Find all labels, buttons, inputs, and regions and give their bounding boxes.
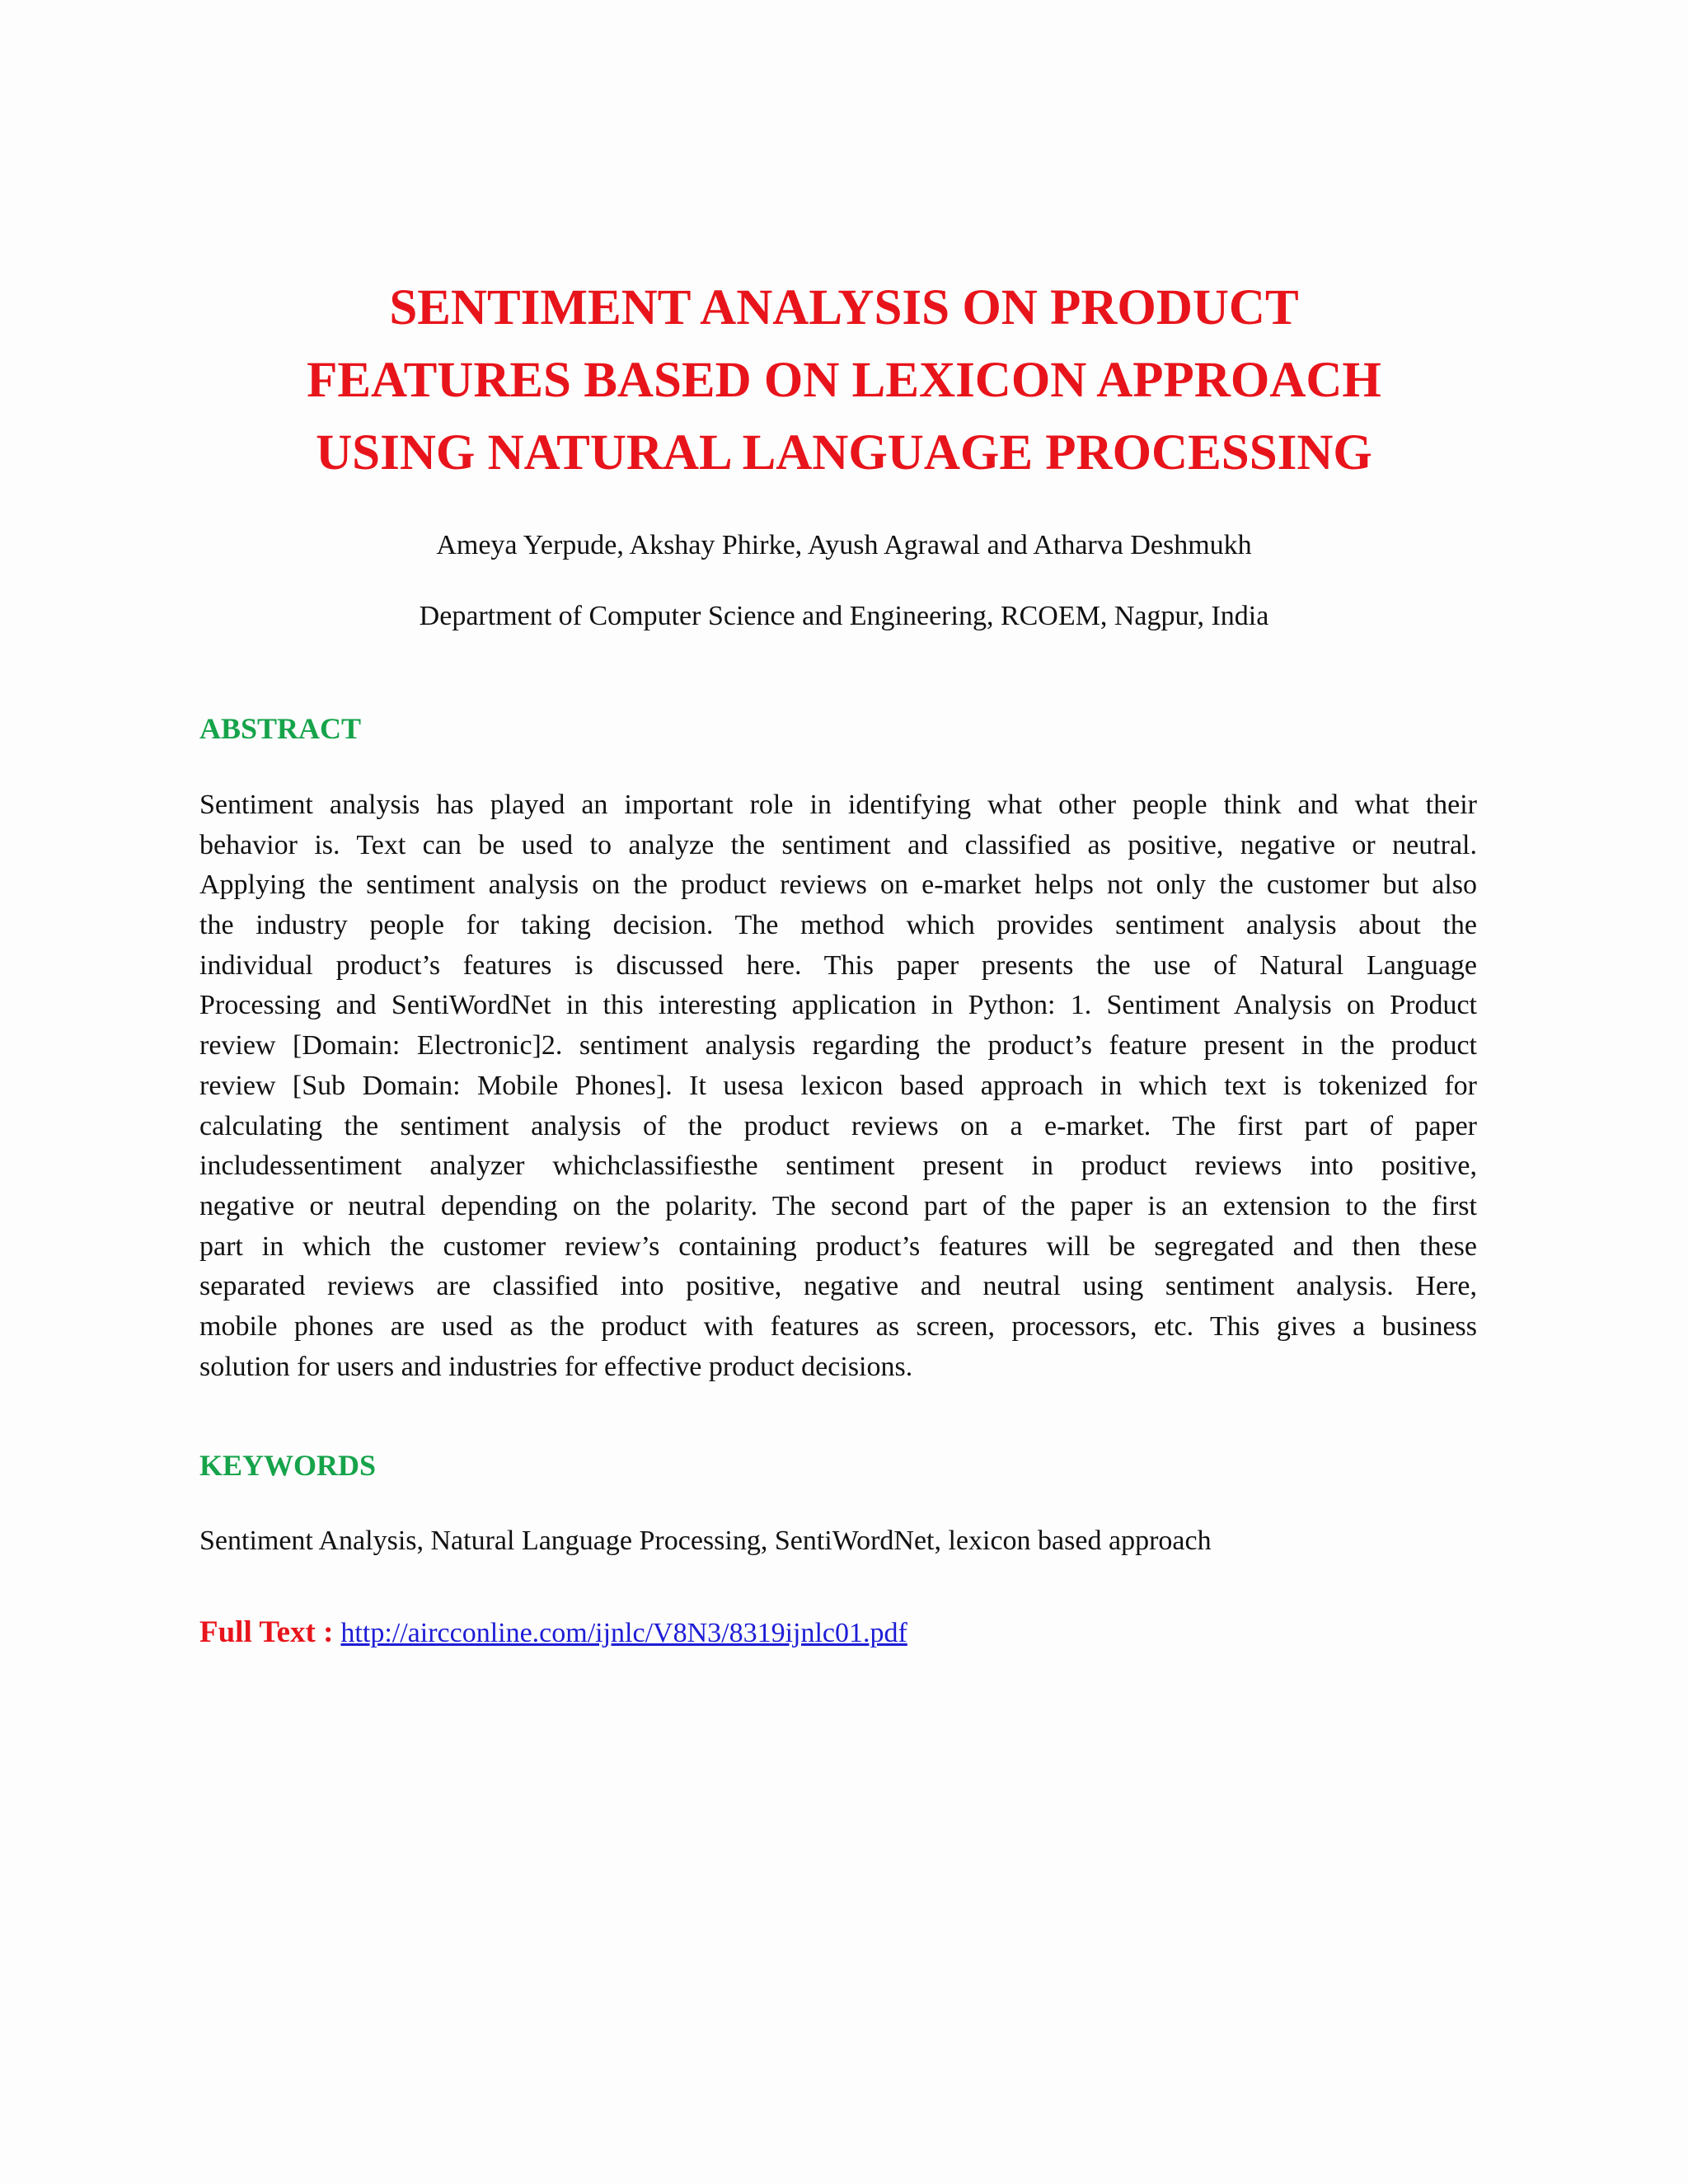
title-line: SENTIMENT ANALYSIS ON PRODUCT: [389, 280, 1299, 335]
abstract-line: calculating the sentiment analysis of the product reviews on a e-market. The first part of paper: [199, 1110, 1477, 1141]
keywords-text: Sentiment Analysis, Natural Language Processing, SentiWordNet, lexicon based approach: [199, 1526, 1212, 1556]
abstract-line: mobile phones are used as the product with features as screen, processors, etc. This gives a business: [199, 1310, 1477, 1342]
keywords-heading: KEYWORDS: [199, 1449, 377, 1482]
abstract-line: the industry people for taking decision. The method which provides sentiment analysis about the: [199, 910, 1477, 941]
abstract-line: Processing and SentiWordNet in this interesting application in Python: 1. Sentiment Analysis on Product: [199, 990, 1477, 1021]
abstract-body: [199, 785, 1477, 1387]
abstract-heading: ABSTRACT: [199, 712, 362, 745]
abstract-line: review [Sub Domain: Mobile Phones]. It usesa lexicon based approach in which text is tokenized for: [199, 1070, 1477, 1101]
title-line: USING NATURAL LANGUAGE PROCESSING: [316, 425, 1372, 480]
full-text-link[interactable]: http://aircconline.com/ijnlc/V8N3/8319ijnlc01.pdf: [340, 1618, 907, 1648]
abstract-line: solution for users and industries for effective product decisions.: [199, 1351, 913, 1382]
authors: Ameya Yerpude, Akshay Phirke, Ayush Agrawal and Atharva Deshmukh: [436, 530, 1252, 560]
title-line: FEATURES BASED ON LEXICON APPROACH: [307, 353, 1381, 408]
full-text-line: [199, 1614, 907, 1652]
abstract-line: part in which the customer review’s containing product’s features will be segregated and then these: [199, 1230, 1477, 1262]
abstract-line: Applying the sentiment analysis on the product reviews on e-market helps not only the customer but also: [199, 869, 1477, 901]
paper-title: [0, 272, 1688, 490]
abstract-line: separated reviews are classified into positive, negative and neutral using sentiment analysis. Here,: [199, 1271, 1477, 1302]
affiliation: Department of Computer Science and Engineering, RCOEM, Nagpur, India: [419, 601, 1269, 631]
abstract-line: behavior is. Text can be used to analyze the sentiment and classified as positive, negative or neutral.: [199, 829, 1477, 860]
full-text-label: Full Text :: [199, 1615, 334, 1649]
abstract-line: Sentiment analysis has played an important role in identifying what other people think and what their: [199, 790, 1477, 820]
abstract-line: includessentiment analyzer whichclassifiesthe sentiment present in product reviews into positive,: [199, 1151, 1477, 1182]
abstract-line: negative or neutral depending on the polarity. The second part of the paper is an extension to the first: [199, 1190, 1477, 1221]
abstract-line: review [Domain: Electronic]2. sentiment analysis regarding the product’s feature present in the product: [199, 1030, 1477, 1062]
abstract-line: individual product’s features is discussed here. This paper presents the use of Natural Language: [199, 949, 1477, 981]
